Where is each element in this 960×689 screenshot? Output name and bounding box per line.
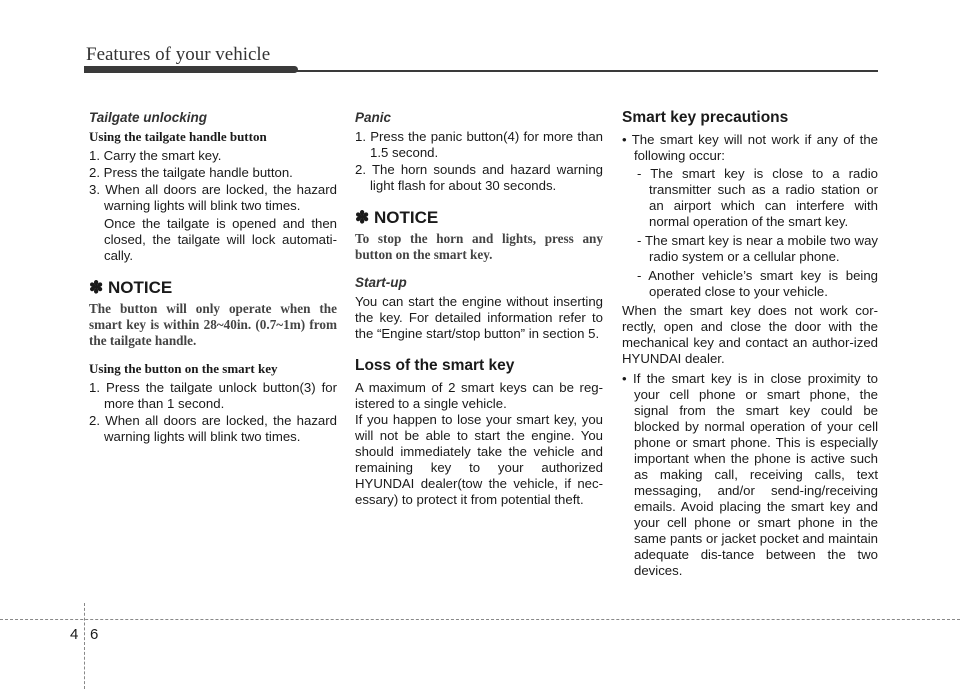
smart-key-precautions-title: Smart key precautions xyxy=(622,109,789,126)
precaution-bullet-1: • The smart key will not work if any of the following occur: xyxy=(622,132,878,163)
column-2 xyxy=(355,110,603,508)
key-step-1: 1. Press the tailgate unlock button(3) for more than 1 second. xyxy=(89,380,337,411)
step-3: 3. When all doors are locked, the hazard warning lights will blink two times. xyxy=(89,182,337,213)
precaution-dash-1: - The smart key is close to a radio transmitter such as a radio station or an airport which can interfere with normal operation of the smart key. xyxy=(637,166,878,229)
column-1 xyxy=(89,110,337,446)
key-step-2: 2. When all doors are locked, the hazard warning lights will blink two times. xyxy=(89,413,337,444)
footer-vertical-rule xyxy=(84,603,85,689)
step-2: 2. Press the tailgate handle button. xyxy=(89,165,293,180)
footer-rule xyxy=(0,619,960,620)
loss-paragraph-2: If you happen to lose your smart key, you will not be able to start the engine. You should immediately take the vehicle and remaining key to your authorized HYUNDAI dealer(tow the vehicle, if nec-essary) to protect it from potential theft. xyxy=(355,412,603,507)
precaution-bullet-2: • If the smart key is in close proximity to your cell phone or smart phone, the signal from the smart key could be blocked by normal operation of your cell phone or smart phone. This is especially important when the phone is active such as making call, receiving calls, text messaging, and/or send-ing/receiving emails. Avoid placing the smart key and your cell phone or smart phone in the same pants or jacket pocket and maintain adequate dis-tance between the two devices. xyxy=(622,371,878,578)
notice-body: To stop the horn and lights, press any button on the smart key. xyxy=(355,231,603,262)
step-3-continued: Once the tailgate is opened and then closed, the tailgate will lock automati-cally. xyxy=(104,216,337,263)
header-rule-thick xyxy=(84,66,298,73)
chapter-number: 4 xyxy=(70,626,79,643)
startup-heading: Start-up xyxy=(355,275,407,290)
precaution-dash-3: - Another vehicle’s smart key is being operated close to your vehicle. xyxy=(637,268,878,299)
notice-title: ✽ NOTICE xyxy=(355,208,439,227)
startup-body: You can start the engine without inserting the key. For detailed information refer to the “Engine start/stop button” in section 5. xyxy=(355,294,603,341)
header-rule-thin xyxy=(294,70,878,72)
notice-title: ✽ NOTICE xyxy=(89,278,173,297)
header-rule xyxy=(84,66,878,74)
tailgate-handle-heading: Using the tailgate handle button xyxy=(89,129,267,144)
panic-step-1: 1. Press the panic button(4) for more than 1.5 second. xyxy=(355,129,603,160)
page-header-title: Features of your vehicle xyxy=(86,44,271,65)
column-3 xyxy=(622,110,878,581)
notice-body: The button will only operate when the smart key is within 28~40in. (0.7~1m) from the tailgate handle. xyxy=(89,301,337,348)
panic-step-2: 2. The horn sounds and hazard warning light flash for about 30 seconds. xyxy=(355,162,603,193)
panic-heading: Panic xyxy=(355,110,392,125)
tailgate-unlocking-heading: Tailgate unlocking xyxy=(89,110,208,125)
smart-key-button-heading: Using the button on the smart key xyxy=(89,361,278,376)
loss-paragraph-1: A maximum of 2 smart keys can be reg-istered to a single vehicle. xyxy=(355,380,603,411)
precaution-dash-2: - The smart key is near a mobile two way radio system or a cellular phone. xyxy=(637,233,878,264)
loss-of-smart-key-title: Loss of the smart key xyxy=(355,357,515,374)
page-number: 6 xyxy=(90,626,99,643)
step-1: 1. Carry the smart key. xyxy=(89,148,222,163)
precaution-paragraph: When the smart key does not work cor-rectly, open and close the door with the mechanical key and contact an author-ized HYUNDAI dealer. xyxy=(622,303,878,366)
